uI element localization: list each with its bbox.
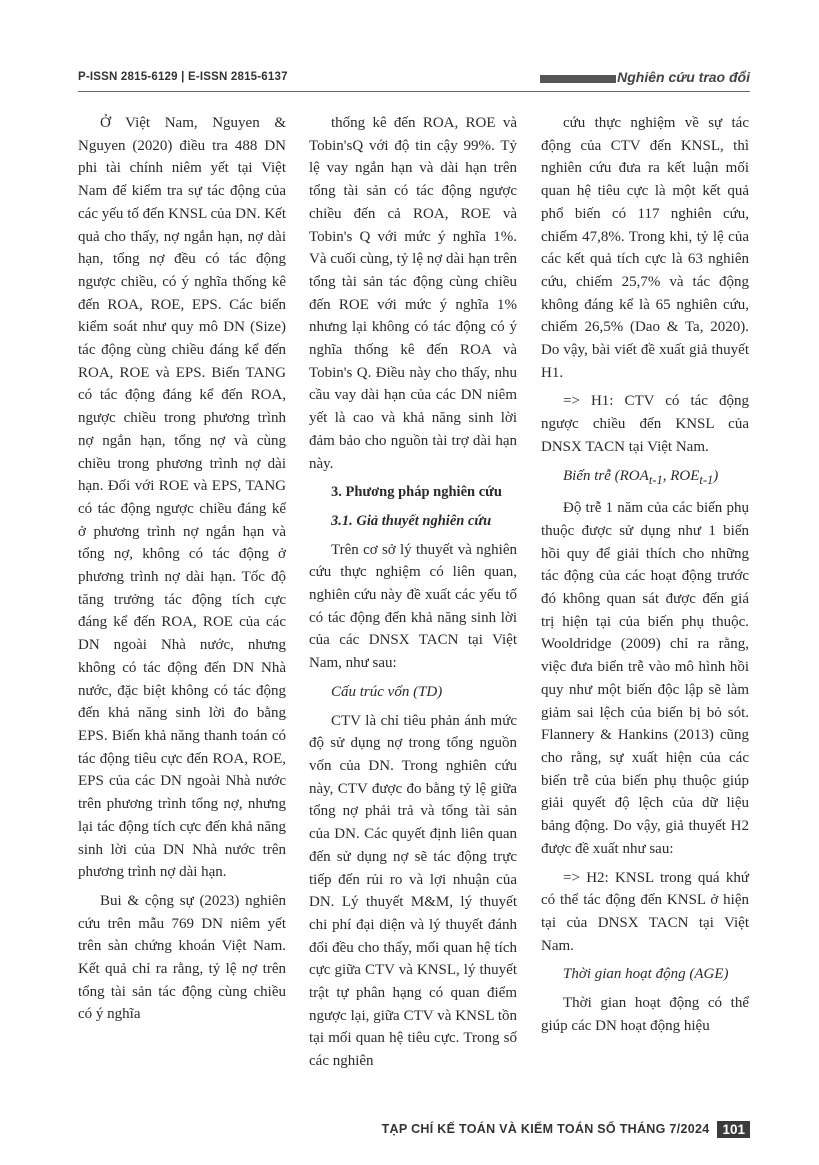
paragraph: Ở Việt Nam, Nguyen & Nguyen (2020) điều tra 488 DN phi tài chính niêm yết tại Việt Nam để kiểm tra sự tác động của các yếu tố đến KNSL của DN. Kết quả cho thấy, nợ ngắn hạn, nợ dài hạn, tổng nợ đều có tác động ngược chiều, có ý nghĩa thống kê đến ROA, ROE, EPS. Các biến kiểm soát như quy mô DN (Size) tác động cùng chiều đáng kể đến ROA, ROE và EPS. Biến TANG có tác động đáng kể đến ROA, ngược chiều trong phương trình nợ ngắn hạn, tổng nợ và cùng chiều trong phương trình nợ dài hạn. Đối với ROE và EPS, TANG có tác động ngược chiều đáng kể ở phương trình nợ ngắn hạn và tổng nợ, không có tác động ở phương trình nợ dài hạn. Tốc độ tăng trưởng tác động tích cực đáng kể đến ROA, ROE của các DN ngoài Nhà nước, nhưng không có tác động đến DN Nhà nước, đặc biệt không có tác động đến khả năng sinh lời đo bằng EPS. Biến khả năng thanh toán có tác động tiêu cực đến ROA, ROE, EPS của các DN ngoài Nhà nước trên phương trình tổng nợ, nhưng lại tác động tích cực đến khả năng sinh lời của DN Nhà nước trên phương trình nợ dài hạn. (78, 115, 286, 881)
lag-subscript: t-1 (648, 472, 663, 487)
variable-heading-lag (541, 465, 749, 492)
paragraph: cứu thực nghiệm về sự tác động của CTV đến KNSL, thì nghiên cứu đưa ra kết luận mối quan hệ tiêu cực là một kết quả phổ biến có 117 nghiên cứu, chiếm 47,8%. Trong khi, tỷ lệ của các kết quả tích cực là 63 nghiên cứu, chiếm 25,7% và tác động không đáng kể là 65 nghiên cứu, chiếm 26,5% (Dao & Ta, 2020). Do vậy, bài viết đề xuất giả thuyết H1. (541, 115, 749, 381)
section-label: Nghiên cứu trao đổi (617, 69, 750, 85)
paragraph: CTV là chỉ tiêu phản ánh mức độ sử dụng nợ trong tổng nguồn vốn của DN. Trong nghiên cứu này, CTV được đo bằng tỷ lệ giữa tổng nợ phải trả và tổng tài sản của DN. Các quyết định liên quan đến sử dụng nợ sẽ tác động trực tiếp đến rủi ro và lợi nhuận của DN. Lý thuyết M&M, lý thuyết chi phí đại diện và lý thuyết đánh đổi đều cho thấy, mối quan hệ tích cực giữa CTV và KNSL, lý thuyết trật tự phân hạng có quan điểm ngược lại, giữa CTV và KNSL tồn tại mối quan hệ tiêu cực. Trong số các nghiên (309, 712, 517, 1070)
text-column-1 (78, 112, 286, 1026)
lag-mid: , ROE (662, 467, 700, 484)
header-divider (78, 91, 750, 92)
paragraph: Thời gian hoạt động có thể giúp các DN hoạt động hiệu (541, 995, 749, 1034)
page-footer (382, 1119, 750, 1139)
section-heading: 3. Phương pháp nghiên cứu (331, 484, 502, 501)
section-bar (540, 75, 616, 83)
lag-suffix: ) (713, 467, 719, 484)
text-column-2 (309, 112, 517, 1073)
hypothesis-h1: => H1: CTV có tác động ngược chiều đến KNSL của DNSX TACN tại Việt Nam. (541, 393, 749, 455)
paragraph: Trên cơ sở lý thuyết và nghiên cứu thực nghiệm có liên quan, nghiên cứu này đề xuất các yếu tố có tác động đến khả năng sinh lời của các DNSX TACN tại Việt Nam, như sau: (309, 541, 517, 672)
lag-prefix: Biến trễ (ROA (563, 467, 649, 484)
section-header (540, 68, 750, 90)
hypothesis-h2: => H2: KNSL trong quá khứ có thể tác động đến KNSL ở hiện tại của DNSX TACN tại Việt Nam. (541, 869, 749, 954)
variable-heading-td: Cấu trúc vốn (TD) (331, 683, 443, 700)
lag-subscript: t-1 (699, 472, 714, 487)
paragraph: thống kê đến ROA, ROE và Tobin'sQ với độ tin cậy 99%. Tỷ lệ vay ngắn hạn và dài hạn trên tổng tài sản có tác động ngược chiều đến cả ROA, ROE và Tobin's Q với mức ý nghĩa 1%. Và cuối cùng, tỷ lệ nợ dài hạn trên tổng tài sản tác động cùng chiều đến ROE với mức ý nghĩa 1% nhưng lại không có tác động có ý nghĩa thống kê đến ROA và Tobin's Q. Điều này cho thấy, nhu cầu vay dài hạn của các DN niêm yết là cao và khả năng sinh lời đảm bảo cho nguồn tài trợ dài hạn này. (309, 115, 517, 472)
journal-title: TẠP CHÍ KẾ TOÁN VÀ KIỂM TOÁN SỐ THÁNG 7/2024 (381, 1122, 710, 1136)
variable-heading-age: Thời gian hoạt động (AGE) (563, 966, 729, 983)
paragraph: Bui & cộng sự (2023) nghiên cứu trên mẫu 769 DN niêm yết trên sàn chứng khoán Việt Nam. Kết quả chỉ ra rằng, tỷ lệ nợ trên tổng tài sản tác động cùng chiều có ý nghĩa (78, 892, 286, 1023)
text-column-3 (541, 112, 749, 1037)
paragraph: Độ trễ 1 năm của các biến phụ thuộc được sử dụng như 1 biến hồi quy để giải thích cho những tác động của các hoạt động trước đó không quan sát được đến giá trị hiện tại của biến phụ thuộc. Wooldridge (2009) chỉ ra rằng, việc đưa biến trễ vào mô hình hồi quy như một biến độc lập sẽ làm giảm sai lệch của biến bị bỏ sót. Flannery & Hankins (2013) cũng cho rằng, sự xuất hiện của các biến trễ của biến phụ thuộc giúp giải quyết độ lệch của dữ liệu bảng động. Do vậy, giả thuyết H2 được đề xuất như sau: (541, 500, 749, 857)
issn-line: P-ISSN 2815-6129 | E-ISSN 2815-6137 (78, 71, 288, 83)
page-number: 101 (717, 1121, 750, 1138)
subsection-heading: 3.1. Giả thuyết nghiên cứu (331, 512, 492, 529)
